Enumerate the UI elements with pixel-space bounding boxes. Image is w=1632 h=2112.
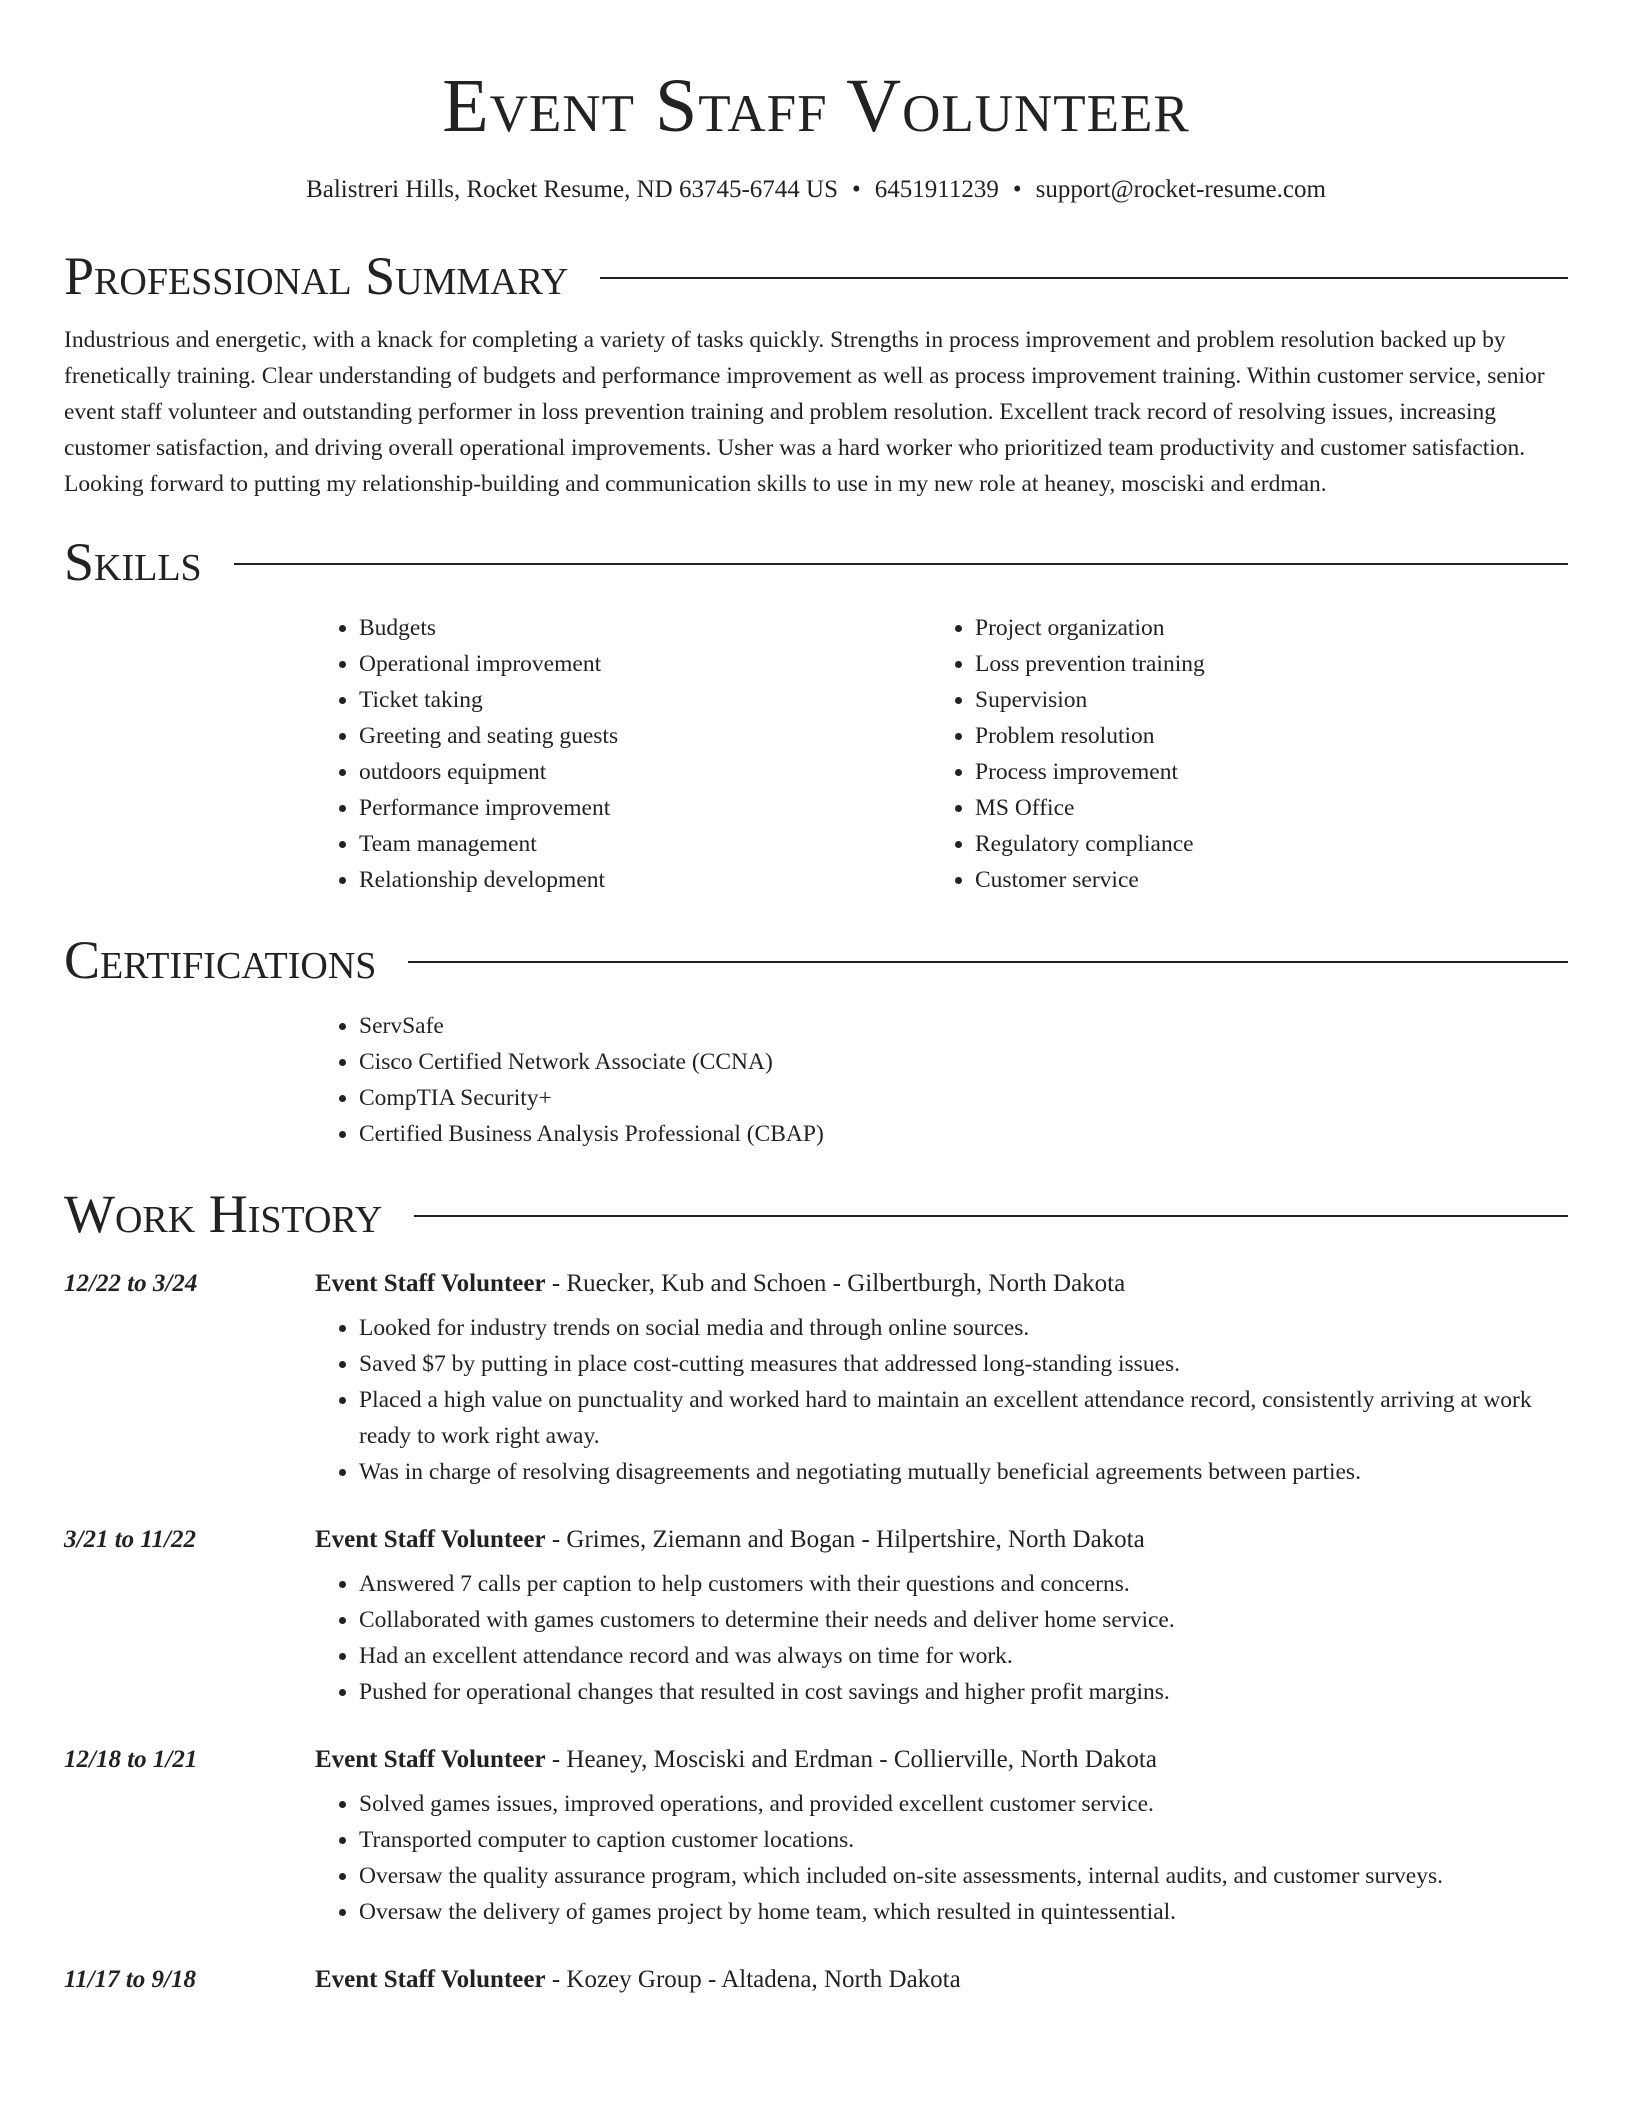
job-entry: [64, 1264, 1568, 1490]
contact-phone: 6451911239: [874, 176, 999, 203]
list-item: • Transported computer to caption customer locations.: [359, 1822, 1568, 1858]
job-header: [64, 1520, 1568, 1560]
list-item: • Oversaw the quality assurance program, which included on-site assessments, internal audits, and customer surveys.: [359, 1858, 1568, 1894]
job-title: Event Staff Volunteer: [315, 1746, 546, 1773]
list-item: • Customer service: [975, 862, 1547, 898]
list-item: • Cisco Certified Network Associate (CCNA): [359, 1044, 1568, 1080]
section-title: Certifications: [64, 930, 377, 990]
list-item: • Looked for industry trends on social media and through online sources.: [359, 1310, 1568, 1346]
job-employer-location: - Heaney, Mosciski and Erdman - Collierville, North Dakota: [545, 1746, 1157, 1773]
list-item: • ServSafe: [359, 1008, 1568, 1044]
section-certifications-heading: [64, 928, 1568, 992]
contact-separator: •: [852, 176, 861, 203]
list-item: • Had an excellent attendance record and was always on time for work.: [359, 1638, 1568, 1674]
list-item: • Pushed for operational changes that resulted in cost savings and higher profit margins.: [359, 1674, 1568, 1710]
job-entry: [64, 1740, 1568, 1930]
section-summary-heading: [64, 244, 1568, 308]
section-work-history-heading: [64, 1182, 1568, 1246]
job-header: [64, 1960, 1568, 2000]
list-item: • Answered 7 calls per caption to help customers with their questions and concerns.: [359, 1566, 1568, 1602]
list-item: • Certified Business Analysis Professional (CBAP): [359, 1116, 1568, 1152]
section-divider: [234, 563, 1568, 565]
job-header: [64, 1740, 1568, 1780]
list-item: • Relationship development: [359, 862, 931, 898]
skills-list: [315, 610, 1568, 898]
list-item: • Collaborated with games customers to determine their needs and deliver home service.: [359, 1602, 1568, 1638]
list-item: • Team management: [359, 826, 931, 862]
job-title: Event Staff Volunteer: [315, 1270, 546, 1297]
job-employer-location: - Ruecker, Kub and Schoen - Gilbertburgh, North Dakota: [545, 1270, 1126, 1297]
work-history-list: [64, 1264, 1568, 2000]
list-item: • CompTIA Security+: [359, 1080, 1568, 1116]
list-item: • outdoors equipment: [359, 754, 931, 790]
job-responsibilities: [315, 1786, 1568, 1930]
job-dates: 11/17 to 9/18: [64, 1966, 196, 1993]
job-entry: [64, 1520, 1568, 1710]
contact-email: support@rocket-resume.com: [1035, 176, 1326, 203]
contact-line: [64, 172, 1568, 208]
job-employer-location: - Grimes, Ziemann and Bogan - Hilpertshire, North Dakota: [545, 1526, 1145, 1553]
list-item: • Loss prevention training: [975, 646, 1547, 682]
job-dates: 3/21 to 11/22: [64, 1526, 196, 1553]
list-item: • Greeting and seating guests: [359, 718, 931, 754]
list-item: • Saved $7 by putting in place cost-cutting measures that addressed long-standing issues.: [359, 1346, 1568, 1382]
section-title: Skills: [64, 532, 202, 592]
list-item: • Oversaw the delivery of games project by home team, which resulted in quintessential.: [359, 1894, 1568, 1930]
list-item: • Placed a high value on punctuality and worked hard to maintain an excellent attendance record, consistently arriving at work ready to work right away.: [359, 1382, 1568, 1454]
job-dates: 12/22 to 3/24: [64, 1270, 198, 1297]
job-dates: 12/18 to 1/21: [64, 1746, 198, 1773]
certifications-list: [315, 1008, 1568, 1152]
section-divider: [408, 961, 1568, 963]
list-item: • Process improvement: [975, 754, 1547, 790]
contact-separator: •: [1012, 176, 1022, 203]
resume-name: Event Staff Volunteer: [442, 64, 1190, 148]
skills-column-left: [315, 610, 931, 898]
job-info: [315, 1740, 1157, 1780]
list-item: • Budgets: [359, 610, 931, 646]
job-header: [64, 1264, 1568, 1304]
job-title: Event Staff Volunteer: [315, 1526, 546, 1553]
summary-text: Industrious and energetic, with a knack for completing a variety of tasks quickly. Strengths in process improvement and problem resolution backed up by frenetically training. Clear understanding of budgets and performance improvement as well as process improvement training. Within customer service, senior event staff volunteer and outstanding performer in loss prevention training and problem resolution. Excellent track record of resolving issues, increasing customer satisfaction, and driving overall operational improvements. Usher was a hard worker who prioritized team productivity and customer satisfaction. Looking forward to putting my relationship-building and communication skills to use in my new role at heaney, mosciski and erdman.: [64, 327, 1545, 497]
list-item: • MS Office: [975, 790, 1547, 826]
skills-column-right: [931, 610, 1547, 898]
job-title: Event Staff Volunteer: [315, 1966, 546, 1993]
section-skills-heading: [64, 530, 1568, 594]
job-info: [315, 1960, 961, 2000]
list-item: • Supervision: [975, 682, 1547, 718]
list-item: • Project organization: [975, 610, 1547, 646]
job-responsibilities: [315, 1310, 1568, 1490]
job-employer-location: - Kozey Group - Altadena, North Dakota: [545, 1966, 961, 1993]
section-title: Professional Summary: [64, 246, 569, 306]
section-title: Work History: [64, 1184, 383, 1244]
section-divider: [600, 277, 1568, 279]
list-item: • Problem resolution: [975, 718, 1547, 754]
list-item: • Regulatory compliance: [975, 826, 1547, 862]
list-item: • Ticket taking: [359, 682, 931, 718]
list-item: • Was in charge of resolving disagreements and negotiating mutually beneficial agreements between parties.: [359, 1454, 1568, 1490]
job-responsibilities: [315, 1566, 1568, 1710]
job-info: [315, 1264, 1125, 1304]
contact-address: Balistreri Hills, Rocket Resume, ND 63745-6744 US: [306, 176, 838, 203]
section-divider: [414, 1215, 1568, 1217]
list-item: • Performance improvement: [359, 790, 931, 826]
list-item: • Solved games issues, improved operations, and provided excellent customer service.: [359, 1786, 1568, 1822]
resume-page: [64, 0, 1568, 2000]
job-info: [315, 1520, 1145, 1560]
job-entry: [64, 1960, 1568, 2000]
list-item: • Operational improvement: [359, 646, 931, 682]
